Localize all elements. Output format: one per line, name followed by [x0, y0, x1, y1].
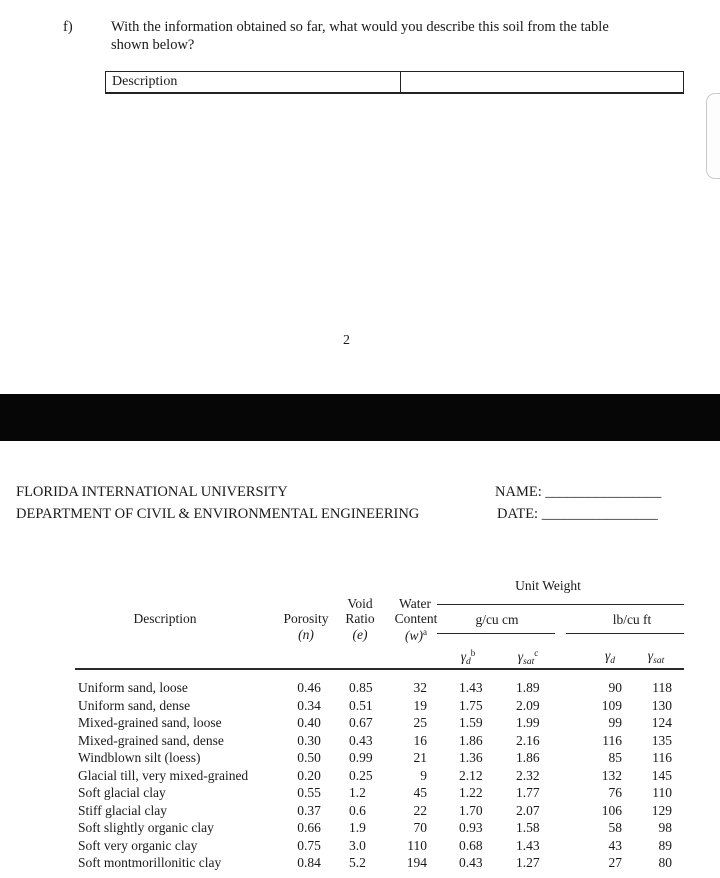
- void-ratio-symbol: (e): [352, 627, 368, 642]
- cell-gamma-d-lb: 116: [602, 732, 622, 748]
- cell-void-ratio: 5.2: [349, 855, 366, 870]
- cell-gamma-d-lb: 76: [608, 785, 622, 800]
- description-header: Description: [133, 611, 197, 626]
- water-header: Water: [399, 596, 431, 611]
- g-cu-cm-header: g/cu cm: [475, 612, 519, 627]
- cell-gamma-sat-g: 1.89: [516, 680, 540, 695]
- cell-gamma-sat-g: 2.07: [516, 802, 540, 818]
- cell-gamma-sat-lb: 116: [652, 750, 672, 765]
- table-row: [75, 784, 684, 802]
- question-text-line2: shown below?: [111, 37, 195, 53]
- ratio-header: Ratio: [345, 611, 375, 626]
- cell-gamma-sat-g: 2.32: [516, 767, 540, 783]
- cell-porosity: 0.20: [297, 767, 321, 783]
- cell-description: Soft slightly organic clay: [78, 820, 214, 835]
- cell-description: Mixed-grained sand, dense: [78, 732, 224, 748]
- table-row: [75, 767, 684, 785]
- cell-gamma-sat-lb: 129: [651, 802, 672, 818]
- cell-gamma-d-lb: 58: [608, 820, 622, 835]
- cell-gamma-sat-g: 1.43: [516, 837, 540, 853]
- question-text-line1: With the information obtained so far, what would you describe this soil from the table: [111, 19, 609, 35]
- cell-gamma-sat-lb: 110: [652, 785, 672, 800]
- cell-gamma-d-g: 0.43: [459, 855, 483, 870]
- cell-gamma-d-g: 0.93: [459, 820, 483, 835]
- cell-water-content: 22: [413, 802, 427, 818]
- scrollbar-thumb[interactable]: [706, 93, 720, 179]
- footnote-c: c: [534, 648, 539, 658]
- unit-weight-header: Unit Weight: [515, 578, 581, 593]
- cell-void-ratio: 0.51: [349, 697, 373, 713]
- cell-description: Glacial till, very mixed-grained: [78, 767, 249, 783]
- answer-table-label: Description: [112, 74, 178, 89]
- cell-gamma-d-lb: 109: [601, 697, 622, 713]
- cell-gamma-sat-lb: 89: [658, 837, 672, 853]
- table-row: [75, 819, 684, 837]
- cell-water-content: 9: [420, 767, 427, 783]
- cell-description: Soft glacial clay: [78, 785, 166, 800]
- cell-water-content: 194: [406, 855, 427, 870]
- cell-gamma-d-lb: 106: [601, 802, 622, 818]
- table-row: [75, 837, 684, 855]
- cell-description: Uniform sand, dense: [78, 697, 191, 713]
- date-label: DATE:: [497, 506, 539, 522]
- cell-water-content: 70: [413, 820, 427, 835]
- table-row: [75, 732, 684, 750]
- gamma-d-b-header: $\gamma_d^b$: [460, 648, 476, 667]
- name-label: NAME:: [495, 484, 542, 500]
- cell-description: Stiff glacial clay: [78, 802, 167, 818]
- cell-void-ratio: 0.43: [349, 732, 373, 748]
- table-row: [75, 749, 684, 767]
- cell-water-content: 110: [407, 837, 427, 853]
- cell-gamma-d-lb: 90: [608, 680, 622, 695]
- cell-gamma-d-g: 1.22: [459, 785, 483, 800]
- cell-porosity: 0.66: [297, 820, 321, 835]
- cell-porosity: 0.84: [297, 855, 321, 870]
- cell-gamma-d-g: 1.36: [459, 750, 483, 765]
- cell-porosity: 0.40: [297, 715, 321, 730]
- cell-porosity: 0.37: [297, 802, 321, 818]
- cell-void-ratio: 0.25: [349, 767, 373, 783]
- table-row: [75, 802, 684, 820]
- cell-gamma-sat-lb: 80: [658, 855, 672, 870]
- lb-cu-ft-header: lb/cu ft: [612, 612, 652, 627]
- gamma-d-header: $\gamma_d$: [604, 648, 616, 666]
- cell-gamma-sat-lb: 98: [658, 820, 672, 835]
- cell-gamma-sat-lb: 130: [651, 697, 672, 713]
- cell-porosity: 0.34: [297, 697, 321, 713]
- cell-description: Mixed-grained sand, loose: [78, 715, 222, 730]
- cell-gamma-d-g: 1.59: [459, 715, 483, 730]
- cell-water-content: 45: [413, 785, 427, 800]
- cell-porosity: 0.55: [297, 785, 321, 800]
- cell-void-ratio: 3.0: [349, 837, 366, 853]
- table-row: [75, 854, 684, 872]
- cell-description: Uniform sand, loose: [78, 680, 188, 695]
- cell-gamma-d-lb: 99: [608, 715, 622, 730]
- cell-gamma-d-g: 0.68: [459, 837, 483, 853]
- cell-gamma-sat-g: 1.86: [516, 750, 540, 765]
- soil-table-body: [75, 679, 684, 872]
- cell-porosity: 0.75: [297, 837, 321, 853]
- cell-gamma-d-lb: 27: [608, 855, 622, 870]
- cell-gamma-d-lb: 85: [608, 750, 622, 765]
- lb-cu-ft-rule: [566, 633, 684, 634]
- cell-water-content: 16: [413, 732, 427, 748]
- footnote-a: a: [423, 627, 427, 637]
- date-blank-line: ________________: [541, 506, 658, 522]
- cell-void-ratio: 0.67: [349, 715, 373, 730]
- cell-gamma-d-lb: 43: [608, 837, 622, 853]
- cell-gamma-d-g: 1.75: [459, 697, 483, 713]
- gamma-sat-header: $\gamma_{sat}$: [647, 648, 665, 666]
- cell-void-ratio: 0.99: [349, 750, 373, 765]
- name-field: [495, 484, 661, 501]
- water-content-symbol: $(w)^a$: [405, 627, 427, 643]
- porosity-symbol: (n): [298, 627, 314, 642]
- cell-void-ratio: 1.2: [349, 785, 366, 800]
- question-label: f): [63, 19, 73, 35]
- cell-porosity: 0.30: [297, 732, 321, 748]
- cell-gamma-sat-lb: 118: [652, 680, 672, 695]
- cell-gamma-sat-g: 2.16: [516, 732, 540, 748]
- cell-porosity: 0.46: [297, 680, 321, 695]
- content-header: Content: [394, 611, 438, 626]
- cell-description: Soft montmorillonitic clay: [78, 855, 222, 870]
- table-header-rule: [75, 668, 684, 670]
- date-field: [497, 506, 658, 523]
- cell-gamma-sat-g: 2.09: [516, 697, 540, 713]
- cell-description: Windblown silt (loess): [78, 750, 201, 765]
- cell-gamma-sat-lb: 124: [651, 715, 672, 730]
- cell-gamma-d-lb: 132: [601, 767, 622, 783]
- cell-description: Soft very organic clay: [78, 837, 198, 853]
- cell-gamma-d-g: 1.70: [459, 802, 483, 818]
- university-title: FLORIDA INTERNATIONAL UNIVERSITY: [16, 484, 288, 500]
- gamma-sat-c-header: $\gamma_{sat}^c$: [517, 648, 539, 667]
- cell-void-ratio: 1.9: [349, 820, 366, 835]
- table-row: [75, 714, 684, 732]
- cell-gamma-d-g: 2.12: [459, 767, 483, 783]
- cell-water-content: 21: [413, 750, 427, 765]
- cell-porosity: 0.50: [297, 750, 321, 765]
- cell-water-content: 19: [413, 697, 427, 713]
- name-blank-line: ________________: [545, 484, 662, 500]
- cell-water-content: 32: [413, 680, 427, 695]
- department-title: DEPARTMENT OF CIVIL & ENVIRONMENTAL ENGINEERING: [16, 506, 420, 522]
- cell-gamma-sat-lb: 135: [651, 732, 672, 748]
- footnote-b: b: [470, 648, 476, 658]
- answer-table-divider: [400, 72, 401, 92]
- porosity-header: Porosity: [283, 611, 329, 626]
- table-row: [75, 679, 684, 697]
- page-number: 2: [343, 333, 350, 348]
- cell-gamma-sat-lb: 145: [651, 767, 672, 783]
- cell-void-ratio: 0.6: [349, 802, 366, 818]
- cell-gamma-d-g: 1.43: [459, 680, 483, 695]
- table-row: [75, 697, 684, 715]
- cell-water-content: 25: [413, 715, 427, 730]
- answer-table: [105, 71, 684, 94]
- cell-gamma-sat-g: 1.27: [516, 855, 540, 870]
- cell-gamma-sat-g: 1.58: [516, 820, 540, 835]
- cell-void-ratio: 0.85: [349, 680, 373, 695]
- unit-weight-rule: [437, 604, 684, 605]
- cell-gamma-d-g: 1.86: [459, 732, 483, 748]
- cell-gamma-sat-g: 1.99: [516, 715, 540, 730]
- cell-gamma-sat-g: 1.77: [516, 785, 540, 800]
- void-header: Void: [347, 596, 373, 611]
- g-cu-cm-rule: [437, 633, 555, 634]
- page-separator-band: [0, 394, 720, 441]
